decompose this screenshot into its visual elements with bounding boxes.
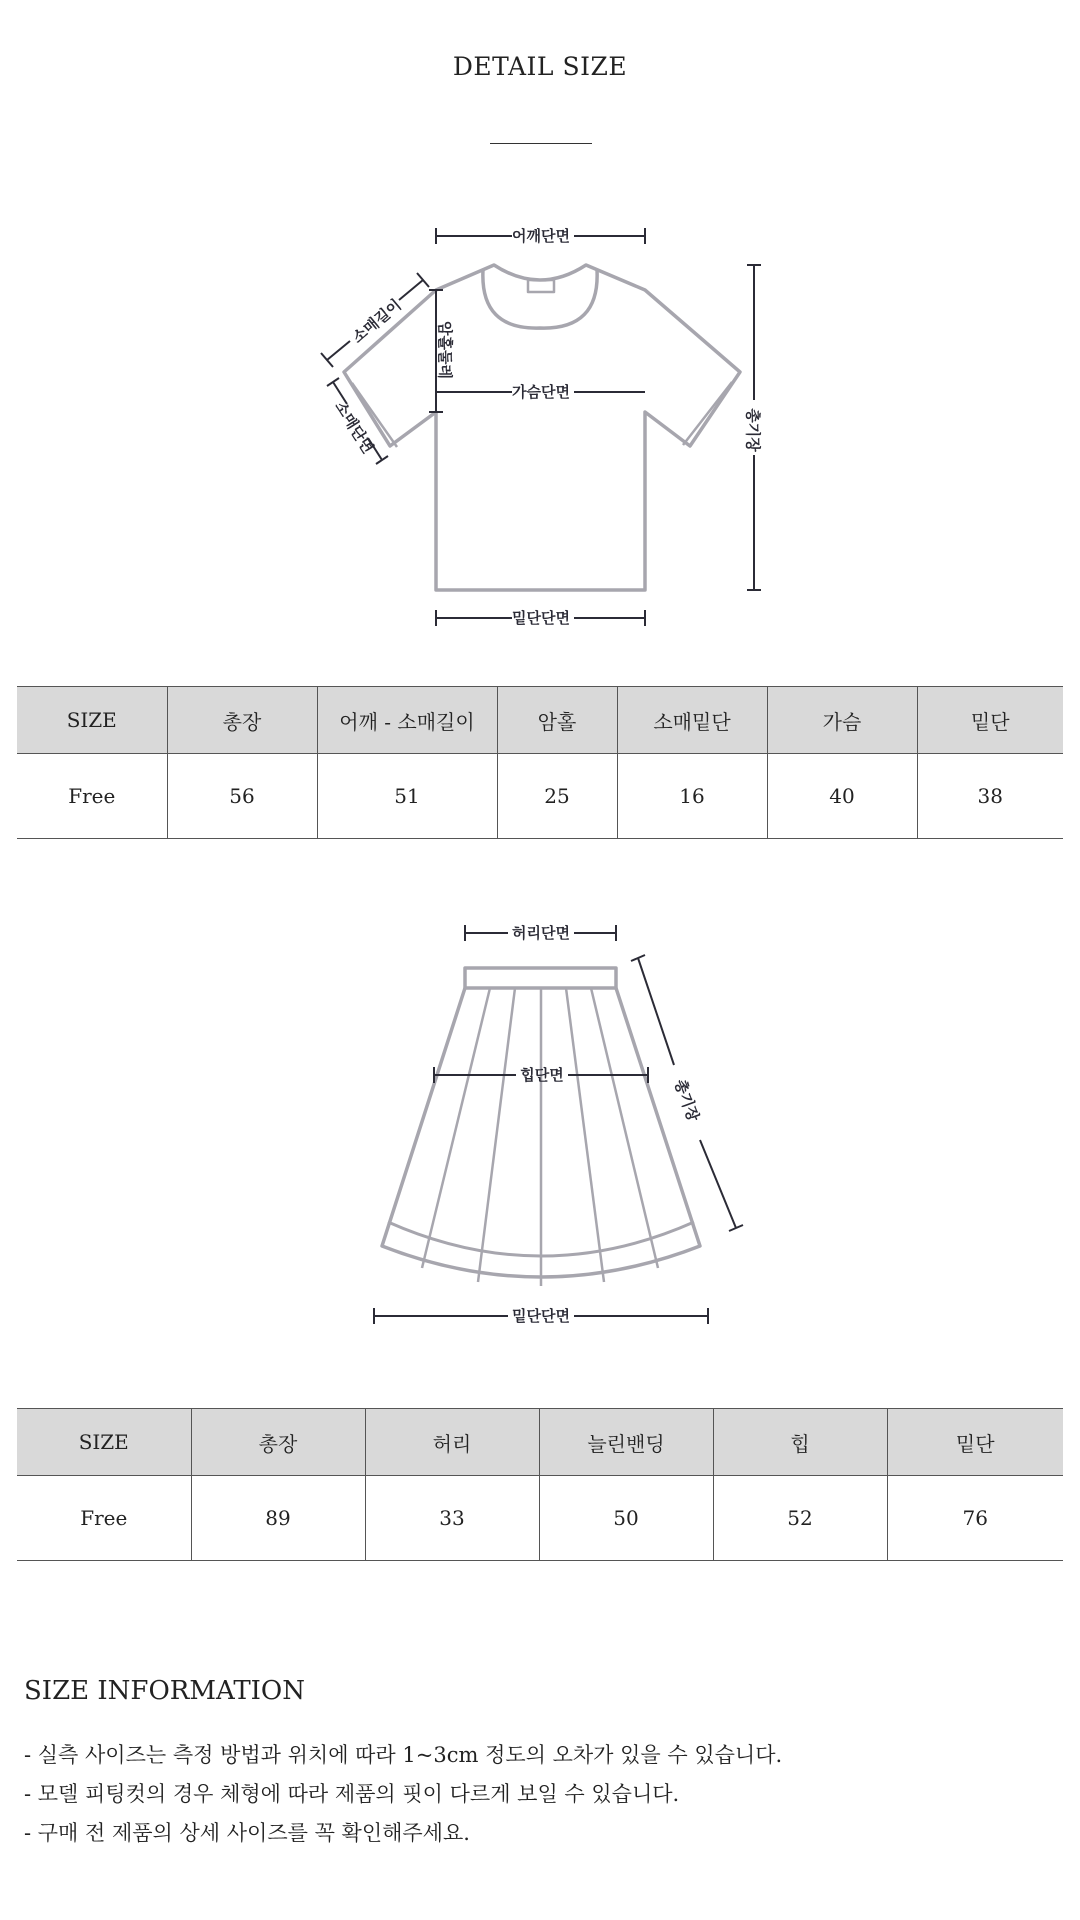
top-size-diagram [0,210,1080,640]
table-header-cell: 총장 [167,687,317,754]
waist-label: 허리단면 [512,924,570,942]
table-cell: 89 [191,1476,365,1561]
table-header-cell: 총장 [191,1409,365,1476]
hem-label: 밑단단면 [512,609,570,627]
table-header-cell: 허리 [365,1409,539,1476]
chest-label: 가슴단면 [512,383,570,401]
list-item: - 구매 전 제품의 상세 사이즈를 꼭 확인해주세요. [24,1821,470,1845]
table-header-row [17,1409,1063,1476]
table-cell: 50 [539,1476,713,1561]
hip-label: 힙단면 [520,1066,564,1084]
sleeve-length-label: 소매길이 [348,295,405,347]
page-title: DETAIL SIZE [452,52,628,81]
table-header-row [17,687,1063,754]
top-size-table [17,686,1063,839]
skirt-size-table [17,1408,1063,1561]
skirt-outline [382,968,703,1286]
total-length-label: 총기장 [744,408,762,452]
skirt-total-length-label: 총기장 [670,1076,703,1124]
table-header-cell: SIZE [17,1409,191,1476]
table-header-cell: 어깨 - 소매길이 [317,687,497,754]
table-cell: 25 [497,754,617,839]
shoulder-label: 어깨단면 [512,227,570,245]
table-header-cell: 가슴 [767,687,917,754]
table-row [17,754,1063,839]
table-cell: 38 [917,754,1063,839]
table-cell: 56 [167,754,317,839]
table-cell: 76 [887,1476,1063,1561]
skirt-measure-lines [374,925,743,1324]
table-header-cell: 밑단 [887,1409,1063,1476]
table-cell: 40 [767,754,917,839]
table-cell: 33 [365,1476,539,1561]
table-row [17,1476,1063,1561]
size-info-notes [24,1736,782,1853]
armhole-label: 암홀둘레 [436,321,454,379]
table-header-cell: 늘린밴딩 [539,1409,713,1476]
tshirt-outline [344,265,740,590]
measure-lines [321,228,761,626]
table-cell: 16 [617,754,767,839]
table-header-cell: 밑단 [917,687,1063,754]
table-cell: Free [17,754,167,839]
table-cell: 51 [317,754,497,839]
table-cell: Free [17,1476,191,1561]
table-header-cell: SIZE [17,687,167,754]
skirt-size-diagram [0,910,1080,1340]
size-info-title: SIZE INFORMATION [24,1676,305,1706]
title-divider [490,143,592,144]
sleeve-hem-label: 소매단면 [331,398,378,457]
table-header-cell: 소매밑단 [617,687,767,754]
list-item: - 실측 사이즈는 측정 방법과 위치에 따라 1~3cm 정도의 오차가 있을 수 있습니다. [24,1743,783,1767]
list-item: - 모델 피팅컷의 경우 체형에 따라 제품의 핏이 다르게 보일 수 있습니다. [24,1782,680,1806]
skirt-hem-label: 밑단단면 [512,1307,570,1325]
table-header-cell: 암홀 [497,687,617,754]
table-header-cell: 힙 [713,1409,887,1476]
table-cell: 52 [713,1476,887,1561]
